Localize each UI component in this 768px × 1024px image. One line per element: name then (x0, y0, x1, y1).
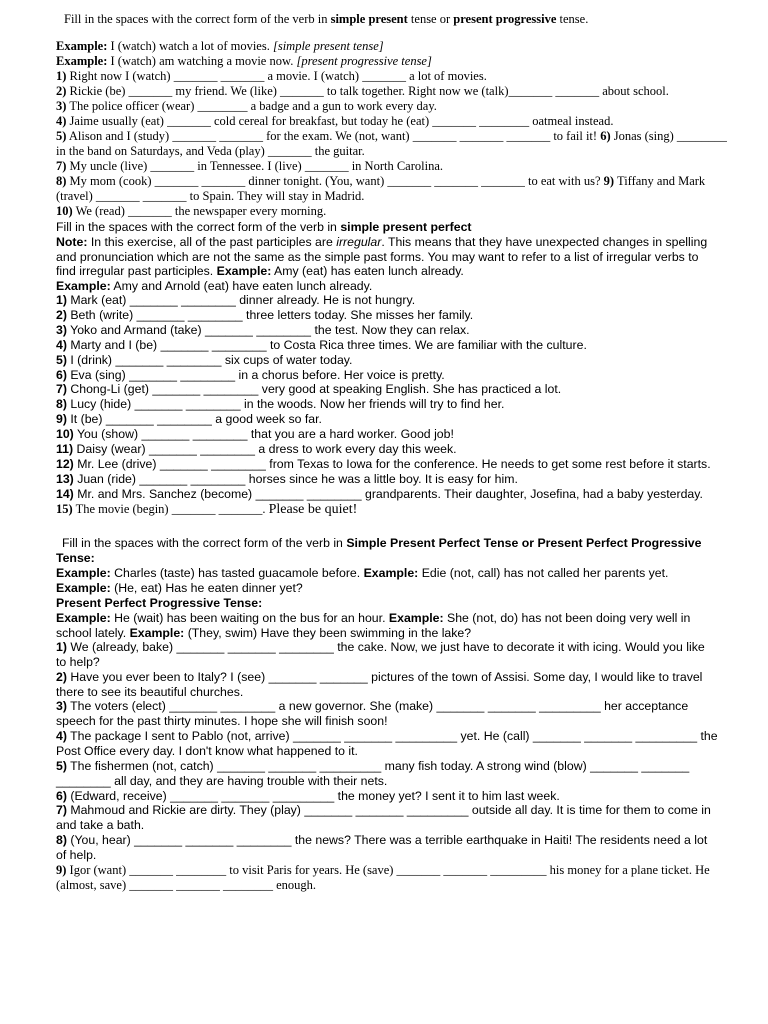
item-text: Post Office every day. I don't know what happened to it. (56, 743, 358, 758)
exercise-line (56, 759, 689, 773)
item-number: 4) (56, 337, 67, 352)
item-text: Mark (eat) _______ ________ dinner already. He is not hungry. (66, 293, 416, 307)
exercise-line (56, 368, 445, 382)
item-text: You (show) _______ ________ that you are a hard worker. Good job! (73, 427, 454, 442)
item-number: 4) (56, 729, 67, 744)
section3-instructions: Fill in the spaces with the correct form of the verb in Simple Present Perfect Tense or Present Perfect Progressive (62, 536, 702, 550)
item-number: 7) (56, 159, 67, 174)
item-number: 2) (56, 84, 67, 99)
exercise-line (56, 833, 707, 847)
item-number: 1) (56, 69, 67, 83)
item-number: 6) (56, 788, 67, 803)
item-text: My uncle (live) _______ in Tennessee. I (live) _______ in North Carolina. (66, 159, 444, 174)
item-text: I (drink) _______ ________ six cups of water today. (66, 352, 353, 367)
item-text: We (already, bake) _______ _______ ________ the cake. Now, we just have to decorate it with icing. Would you like (66, 640, 705, 654)
item-text: Mr. Lee (drive) _______ ________ from Texas to Iowa for the conference. He needs to get some rest before it starts. (73, 456, 711, 471)
item-number: 4) (56, 114, 67, 129)
item-number: 8) (56, 174, 67, 189)
item-text: Eva (sing) _______ ________ in a chorus before. Her voice is pretty. (66, 367, 445, 382)
section2-instructions: Fill in the spaces with the correct form of the verb in simple present perfect (56, 220, 472, 234)
item-text: It (be) _______ ________ a good week so far. (66, 412, 322, 427)
item-text: Right now I (watch) _______ _______ a movie. I (watch) _______ a lot of movies. (66, 69, 487, 83)
item-text: The fishermen (not, catch) _______ _______ _________ many fish today. A strong wind (blow) _______ _______ (66, 758, 690, 773)
item-number: 10) (56, 204, 73, 219)
item-number: 3) (56, 99, 67, 114)
item-text: Marty and I (be) _______ ________ to Costa Rica three times. We are familiar with the culture. (66, 337, 587, 352)
exercise-line (56, 803, 711, 817)
item-number: 12) (56, 456, 74, 471)
exercise-line (56, 457, 711, 471)
exercise-line (56, 204, 326, 219)
exercise-line (56, 159, 443, 174)
section1-instructions: Fill in the spaces with the correct form of the verb in simple present tense or present progressive tense. (64, 12, 589, 26)
item-text: of help. (56, 847, 97, 862)
item-text: We (read) _______ the newspaper every morning. (72, 204, 327, 219)
exercise-line (56, 818, 144, 832)
item-text: and take a bath. (56, 818, 145, 833)
item-number: 5) (56, 352, 67, 367)
exercise-line (56, 699, 688, 713)
section3-example-4: school lately. Example: (They, swim) Have they been swimming in the lake? (56, 626, 472, 640)
exercise-line (56, 685, 243, 699)
item-text: to help? (56, 654, 100, 669)
item-text: The police officer (wear) ________ a badge and a gun to work every day. (66, 99, 437, 114)
item-text: Have you ever been to Italy? I (see) _______ _______ pictures of the town of Assisi. Some day, I would like to travel (66, 669, 703, 684)
exercise-line (56, 323, 470, 337)
section2-note: Note: In this exercise, all of the past participles are irregular. This means that they have unexpected changes in spelling (56, 235, 708, 249)
section3-example-3: Example: He (wait) has been waiting on the bus for an hour. Example: She (not, do) has not been doing very well in (56, 611, 691, 625)
item-text: Igor (want) _______ ________ to visit Paris for years. He (save) _______ _______ _________ his money for a plane ticket. He (66, 863, 710, 877)
item-number: 5) (56, 758, 67, 773)
item-number: 11) (56, 442, 74, 456)
exercise-line (56, 774, 387, 788)
item-text: Daisy (wear) _______ ________ a dress to work every day this week. (73, 442, 457, 456)
item-number: 5) (56, 129, 67, 144)
exercise-line (56, 878, 316, 893)
item-text: ________ all day, and they are having trouble with their nets. (56, 773, 388, 788)
item-number: 9) (56, 412, 67, 427)
exercise-line (56, 427, 454, 441)
item-number: 2) (56, 669, 67, 684)
exercise-line (56, 84, 669, 99)
item-number: 9) (56, 863, 67, 877)
item-text: speech for the past thirty minutes. I hope she will finish soon! (56, 714, 388, 729)
exercise-line (56, 338, 587, 352)
exercise-line (56, 189, 364, 204)
item-text: in the band on Saturdays, and Veda (play) _______ the guitar. (56, 144, 365, 159)
exercise-line (56, 472, 518, 486)
section3-example-1: Example: Charles (taste) has tasted guacamole before. Example: Edie (not, call) has not called her parents yet. (56, 566, 669, 580)
item-text: Jonas (sing) ________ (610, 129, 727, 144)
item-number: 7) (56, 803, 67, 818)
item-number: 10) (56, 427, 74, 442)
item-text: (Edward, receive) _______ _______ _________ the money yet? I sent it to him last week. (66, 788, 560, 803)
item-text: Mahmoud and Rickie are dirty. They (play) _______ _______ _________ outside all day. It is time for them to come in (66, 803, 711, 818)
item-number: 1) (56, 293, 67, 307)
section3-example-2: Example: (He, eat) Has he eaten dinner yet? (56, 581, 303, 595)
exercise-line (56, 487, 703, 501)
exercise-line (56, 144, 365, 159)
item-text: The voters (elect) _______ ________ a new governor. She (make) _______ _______ _________ her acceptance (66, 699, 689, 714)
item-number: 2) (56, 307, 67, 322)
exercise-line (56, 99, 437, 114)
item-number: 6) (600, 129, 611, 144)
exercise-line (56, 848, 96, 862)
section3-heading: Present Perfect Progressive Tense: (56, 596, 263, 610)
item-text: The package I sent to Pablo (not, arrive) _______ _______ _________ yet. He (call) _______ _______ _________ the (66, 729, 718, 744)
item-text: Alison and I (study) _______ _______ for the exam. We (not, want) _______ _______ _______ to fail it! (66, 129, 601, 144)
item-number: 14) (56, 486, 74, 501)
exercise-line (56, 69, 487, 84)
exercise-line (56, 655, 100, 669)
section2-note-line-2: and pronunciation which are not the same as the simple past forms. You may want to refer to a list of irregular verbs to (56, 250, 699, 264)
exercise-line (56, 442, 457, 456)
item-number: 7) (56, 382, 67, 397)
exercise-line (56, 114, 613, 129)
exercise-line (56, 412, 322, 426)
section1-example-2: Example: I (watch) am watching a movie now. [present progressive tense] (56, 54, 432, 68)
item-number: 13) (56, 471, 74, 486)
item-text: Chong-Li (get) _______ ________ very good at speaking English. She has practiced a lot. (66, 382, 562, 397)
item-number: 9) (603, 174, 615, 189)
item-text: (almost, save) _______ _______ ________ enough. (56, 877, 317, 892)
exercise-line (56, 353, 352, 367)
exercise-line (56, 129, 727, 144)
item-text: there to see its beautiful churches. (56, 684, 244, 699)
exercise-line (56, 863, 710, 878)
item-text: (You, hear) _______ _______ ________ the news? There was a terrible earthquake in Haiti! The residents need a lot (66, 833, 708, 848)
item-text: Yoko and Armand (take) _______ ________ the test. Now they can relax. (66, 322, 470, 337)
item-text: Beth (write) _______ ________ three letters today. She misses her family. (66, 307, 474, 322)
item-number: 1) (56, 640, 67, 654)
exercise-line (56, 670, 702, 684)
item-number: 8) (56, 833, 67, 848)
item-text: My mom (cook) _______ _______ dinner tonight. (You, want) _______ _______ _______ to eat with us? (66, 174, 604, 189)
exercise-line (56, 397, 504, 411)
exercise-line (56, 174, 705, 189)
item-number: 6) (56, 367, 67, 382)
item-text: Juan (ride) _______ ________ horses since he was a little boy. It is easy for him. (73, 471, 518, 486)
section2-note-line-3: find irregular past participles. Example: Amy (eat) has eaten lunch already. (56, 264, 464, 278)
item-number: 3) (56, 699, 67, 714)
section3-instructions-line-2: Tense: (56, 551, 95, 565)
item-text: Rickie (be) _______ my friend. We (like) _______ to talk together. Right now we (talk)_______ _______ about school. (66, 84, 669, 99)
exercise-line (56, 293, 415, 307)
item-number: 3) (56, 322, 67, 337)
item-text: Jaime usually (eat) _______ cold cereal for breakfast, but today he (eat) _______ ________ oatmeal instead. (66, 114, 614, 129)
exercise-line (56, 714, 388, 728)
exercise-line (56, 308, 473, 322)
section2-example: Example: Amy and Arnold (eat) have eaten lunch already. (56, 279, 373, 293)
item-text: Lucy (hide) _______ ________ in the woods. Now her friends will try to find her. (66, 397, 505, 412)
item-text: Tiffany and Mark (614, 174, 706, 189)
item-number: 8) (56, 397, 67, 412)
exercise-line (56, 640, 705, 654)
item-text: (travel) _______ _______ to Spain. They will stay in Madrid. (56, 189, 365, 204)
exercise-line (56, 789, 560, 803)
exercise-line (56, 729, 718, 743)
section1-example-1: Example: I (watch) watch a lot of movies. [simple present tense] (56, 39, 384, 53)
exercise-line (56, 382, 561, 396)
section2-item-15: 15) The movie (begin) _______ _______. Please be quiet! (56, 502, 358, 517)
item-text: Mr. and Mrs. Sanchez (become) _______ ________ grandparents. Their daughter, Josefina, had a baby yesterday. (73, 486, 703, 501)
exercise-line (56, 744, 358, 758)
